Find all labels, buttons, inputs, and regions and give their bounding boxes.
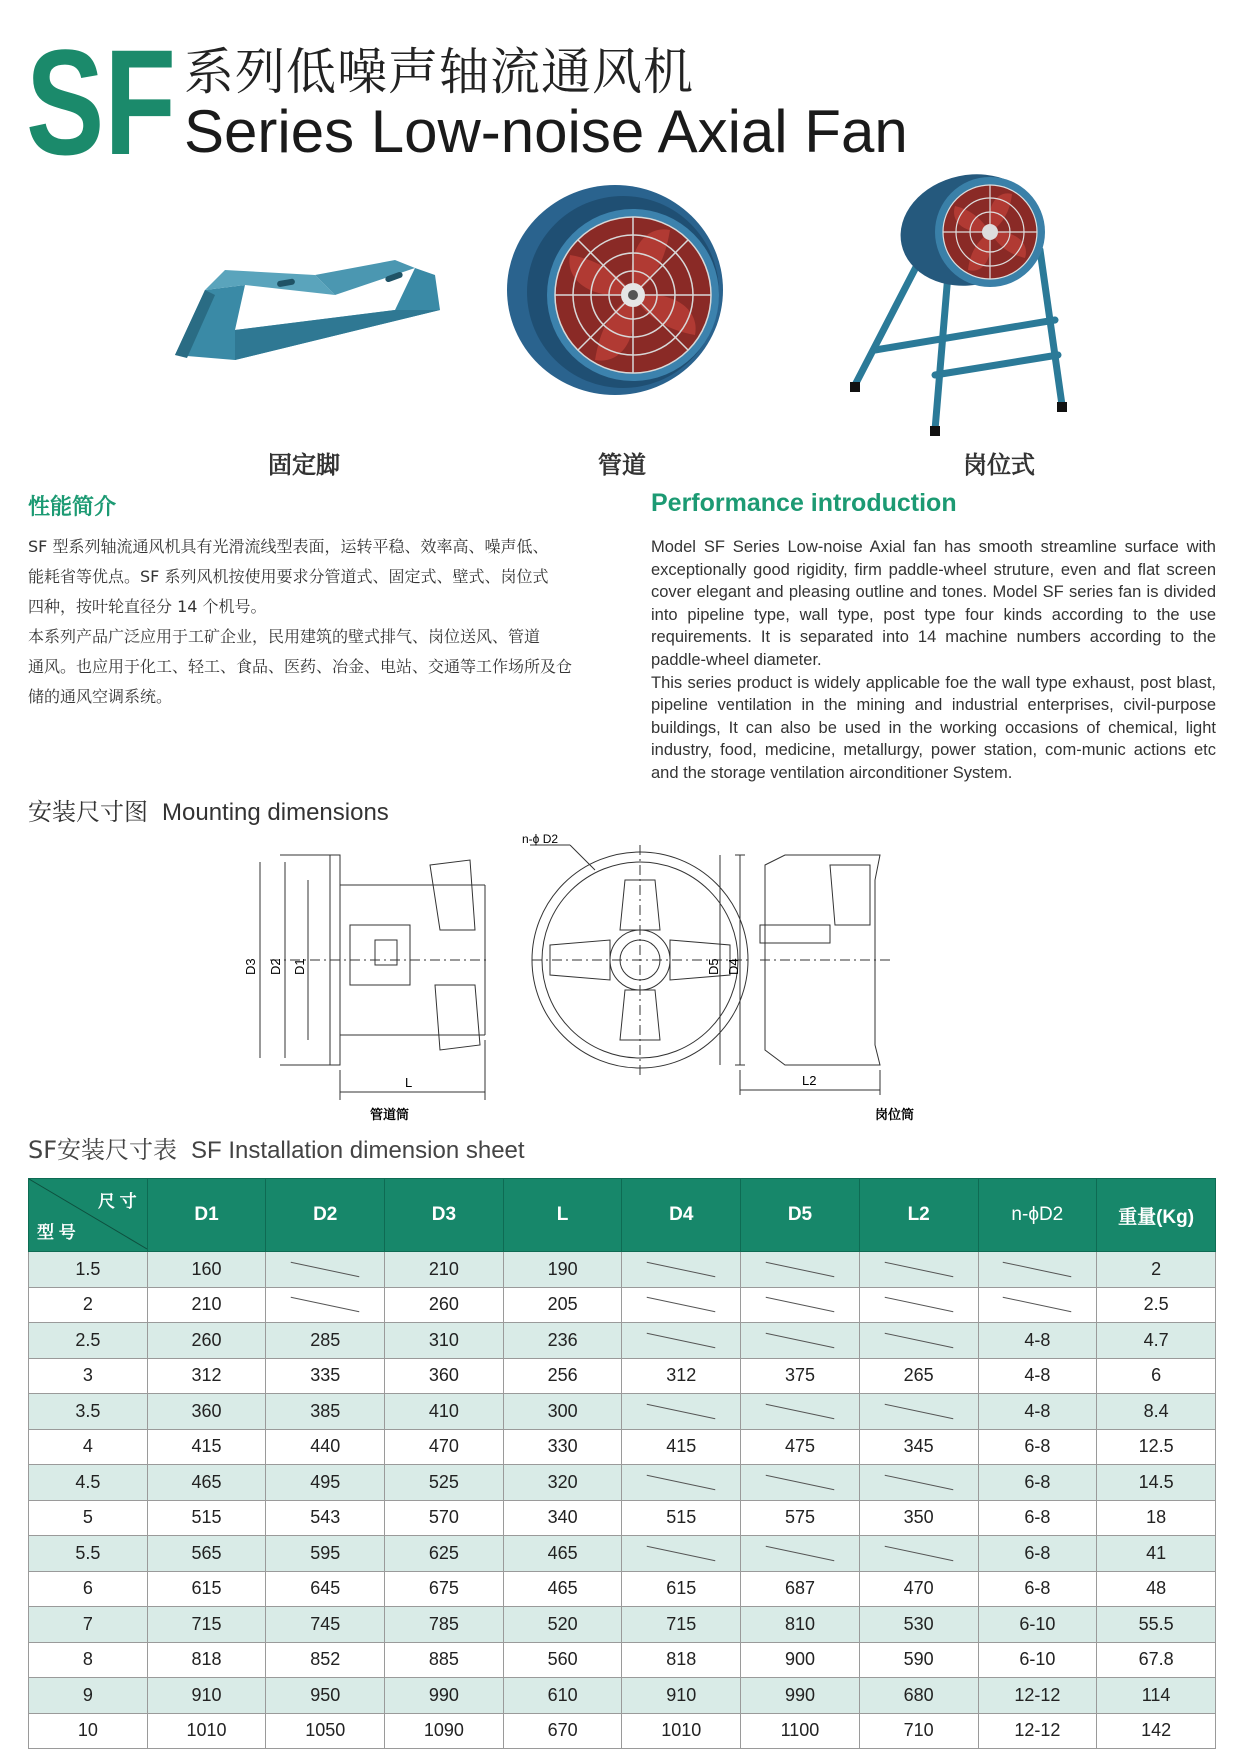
- product-label-fixed-foot: 固定脚: [268, 451, 340, 479]
- empty-cell: [859, 1394, 978, 1430]
- table-cell: 590: [859, 1642, 978, 1678]
- table-cell: 990: [741, 1678, 860, 1714]
- empty-cell: [741, 1536, 860, 1572]
- table-cell: 4.7: [1097, 1323, 1216, 1359]
- empty-cell: [622, 1394, 741, 1430]
- table-cell: 900: [741, 1642, 860, 1678]
- installation-dimension-table: [28, 1178, 1216, 1749]
- caption-duct: 管道筒: [370, 1108, 410, 1123]
- empty-cell: [741, 1287, 860, 1323]
- table-cell: 1100: [741, 1713, 860, 1749]
- table-cell: 470: [859, 1571, 978, 1607]
- page-title-en: Series Low-noise Axial Fan: [184, 98, 908, 165]
- not-applicable-slash: [884, 1474, 953, 1490]
- sheet-title-cn: SF安装尺寸表: [28, 1136, 178, 1164]
- table-cell: 6-8: [978, 1536, 1097, 1572]
- table-row: [29, 1323, 1216, 1359]
- table-cell: 6-10: [978, 1642, 1097, 1678]
- table-cell: 14.5: [1097, 1465, 1216, 1501]
- table-row: [29, 1536, 1216, 1572]
- not-applicable-slash: [647, 1545, 716, 1561]
- table-cell: 18: [1097, 1500, 1216, 1536]
- table-cell: 345: [859, 1429, 978, 1465]
- table-cell: 910: [622, 1678, 741, 1714]
- mounting-title-cn: 安装尺寸图: [28, 798, 148, 826]
- cn-line: 四种，按叶轮直径分 14 个机号。: [28, 597, 267, 616]
- table-cell: 67.8: [1097, 1642, 1216, 1678]
- not-applicable-slash: [291, 1297, 360, 1313]
- mounting-drawing: [240, 832, 1000, 1130]
- table-cell: 12.5: [1097, 1429, 1216, 1465]
- table-cell: 543: [266, 1500, 385, 1536]
- table-cell: 265: [859, 1358, 978, 1394]
- table-cell: 465: [503, 1536, 622, 1572]
- table-cell: 4-8: [978, 1358, 1097, 1394]
- empty-cell: [266, 1252, 385, 1288]
- table-cell: 205: [503, 1287, 622, 1323]
- table-cell: 41: [1097, 1536, 1216, 1572]
- model-cell: 10: [29, 1713, 148, 1749]
- table-cell: 4-8: [978, 1394, 1097, 1430]
- table-cell: 910: [147, 1678, 266, 1714]
- mounting-title-en: Mounting dimensions: [162, 799, 389, 826]
- empty-cell: [978, 1252, 1097, 1288]
- dim-label-d5: D5: [706, 958, 721, 975]
- table-row: [29, 1571, 1216, 1607]
- table-cell: 595: [266, 1536, 385, 1572]
- model-cell: 2: [29, 1287, 148, 1323]
- table-cell: 440: [266, 1429, 385, 1465]
- model-cell: 4: [29, 1429, 148, 1465]
- col-header: D1: [147, 1179, 266, 1252]
- col-header: D4: [622, 1179, 741, 1252]
- table-cell: 6: [1097, 1358, 1216, 1394]
- cn-line: 通风。也应用于化工、轻工、食品、医药、冶金、电站、交通等工作场所及仓: [28, 657, 573, 676]
- table-cell: 210: [385, 1252, 504, 1288]
- logo-text: SF: [26, 18, 176, 186]
- table-cell: 625: [385, 1536, 504, 1572]
- model-cell: 9: [29, 1678, 148, 1714]
- table-cell: 470: [385, 1429, 504, 1465]
- product-label-post: 岗位式: [963, 451, 1035, 479]
- table-cell: 645: [266, 1571, 385, 1607]
- table-cell: 818: [622, 1642, 741, 1678]
- dim-label-l: L: [405, 1075, 413, 1090]
- col-header: D5: [741, 1179, 860, 1252]
- performance-heading-en: Performance introduction: [651, 489, 957, 517]
- table-row: [29, 1252, 1216, 1288]
- corner-header: [29, 1179, 148, 1252]
- table-cell: 818: [147, 1642, 266, 1678]
- dim-label-d3: D3: [243, 958, 258, 975]
- table-cell: 570: [385, 1500, 504, 1536]
- not-applicable-slash: [884, 1332, 953, 1348]
- table-row: [29, 1358, 1216, 1394]
- col-header: 重量(Kg): [1097, 1179, 1216, 1252]
- table-cell: 745: [266, 1607, 385, 1643]
- not-applicable-slash: [1003, 1297, 1072, 1313]
- not-applicable-slash: [884, 1403, 953, 1419]
- table-cell: 360: [385, 1358, 504, 1394]
- model-cell: 2.5: [29, 1323, 148, 1359]
- caption-post: 岗位筒: [875, 1108, 915, 1123]
- not-applicable-slash: [884, 1545, 953, 1561]
- empty-cell: [859, 1323, 978, 1359]
- not-applicable-slash: [647, 1297, 716, 1313]
- dim-label-d1: D1: [292, 958, 307, 975]
- table-cell: 615: [622, 1571, 741, 1607]
- cn-line: 本系列产品广泛应用于工矿企业，民用建筑的壁式排气、岗位送风、管道: [28, 627, 541, 646]
- not-applicable-slash: [884, 1261, 953, 1277]
- cn-line: 储的通风空调系统。: [28, 687, 173, 706]
- table-cell: 312: [622, 1358, 741, 1394]
- table-cell: 680: [859, 1678, 978, 1714]
- table-cell: 320: [503, 1465, 622, 1501]
- fixed-foot-bracket-image: [165, 250, 445, 360]
- table-cell: 210: [147, 1287, 266, 1323]
- table-cell: 350: [859, 1500, 978, 1536]
- performance-text-en: [651, 536, 1216, 785]
- table-cell: 950: [266, 1678, 385, 1714]
- table-cell: 330: [503, 1429, 622, 1465]
- table-cell: 160: [147, 1252, 266, 1288]
- table-cell: 340: [503, 1500, 622, 1536]
- table-row: [29, 1500, 1216, 1536]
- table-cell: 715: [147, 1607, 266, 1643]
- corner-bottom-label: 型 号: [37, 1223, 76, 1242]
- corner-top-label: 尺 寸: [97, 1192, 137, 1211]
- table-cell: 6-10: [978, 1607, 1097, 1643]
- table-cell: 55.5: [1097, 1607, 1216, 1643]
- table-cell: 495: [266, 1465, 385, 1501]
- table-cell: 610: [503, 1678, 622, 1714]
- performance-text-cn: [28, 532, 598, 712]
- empty-cell: [859, 1287, 978, 1323]
- table-row: [29, 1642, 1216, 1678]
- table-cell: 410: [385, 1394, 504, 1430]
- empty-cell: [859, 1465, 978, 1501]
- table-cell: 520: [503, 1607, 622, 1643]
- model-cell: 3.5: [29, 1394, 148, 1430]
- not-applicable-slash: [647, 1332, 716, 1348]
- table-cell: 310: [385, 1323, 504, 1359]
- table-cell: 415: [622, 1429, 741, 1465]
- sheet-title-en: SF Installation dimension sheet: [191, 1137, 525, 1164]
- table-cell: 1010: [147, 1713, 266, 1749]
- table-row: [29, 1429, 1216, 1465]
- not-applicable-slash: [766, 1545, 835, 1561]
- table-cell: 852: [266, 1642, 385, 1678]
- product-label-duct: 管道: [598, 451, 646, 479]
- empty-cell: [622, 1323, 741, 1359]
- not-applicable-slash: [766, 1261, 835, 1277]
- table-cell: 1090: [385, 1713, 504, 1749]
- table-cell: 465: [147, 1465, 266, 1501]
- col-header: D3: [385, 1179, 504, 1252]
- table-cell: 670: [503, 1713, 622, 1749]
- empty-cell: [622, 1252, 741, 1288]
- table-cell: 335: [266, 1358, 385, 1394]
- table-cell: 6-8: [978, 1429, 1097, 1465]
- table-body: [29, 1252, 1216, 1749]
- model-cell: 6: [29, 1571, 148, 1607]
- table-cell: 615: [147, 1571, 266, 1607]
- mounting-title: [28, 792, 389, 827]
- model-cell: 8: [29, 1642, 148, 1678]
- table-cell: 687: [741, 1571, 860, 1607]
- empty-cell: [622, 1536, 741, 1572]
- table-cell: 675: [385, 1571, 504, 1607]
- table-cell: 48: [1097, 1571, 1216, 1607]
- dim-label-hole: n-ϕ D2: [522, 832, 559, 846]
- table-cell: 990: [385, 1678, 504, 1714]
- not-applicable-slash: [766, 1474, 835, 1490]
- cn-line: SF 型系列轴流通风机具有光滑流线型表面，运转平稳、效率高、噪声低、: [28, 537, 549, 556]
- table-row: [29, 1287, 1216, 1323]
- table-cell: 114: [1097, 1678, 1216, 1714]
- table-cell: 8.4: [1097, 1394, 1216, 1430]
- empty-cell: [622, 1465, 741, 1501]
- model-cell: 7: [29, 1607, 148, 1643]
- table-cell: 810: [741, 1607, 860, 1643]
- col-header: L2: [859, 1179, 978, 1252]
- post-type-fan-image: [840, 170, 1080, 440]
- table-cell: 1010: [622, 1713, 741, 1749]
- empty-cell: [859, 1536, 978, 1572]
- table-cell: 6-8: [978, 1465, 1097, 1501]
- en-paragraph-2: This series product is widely applicable foe the wall type exhaust, post blast, pipeline ventilation in the mining and industrial enterprises, civil-purpose buildings, It can also be used in the working occasions of chemical, light industry, food, medicine, metallurgy, power station, com-munic actions etc and the storage ventilation airconditioner System.: [651, 673, 1216, 782]
- table-cell: 4-8: [978, 1323, 1097, 1359]
- table-header-row: [29, 1179, 1216, 1252]
- table-cell: 12-12: [978, 1678, 1097, 1714]
- empty-cell: [741, 1252, 860, 1288]
- table-cell: 256: [503, 1358, 622, 1394]
- table-cell: 385: [266, 1394, 385, 1430]
- table-cell: 190: [503, 1252, 622, 1288]
- table-cell: 415: [147, 1429, 266, 1465]
- table-cell: 515: [622, 1500, 741, 1536]
- table-cell: 710: [859, 1713, 978, 1749]
- table-row: [29, 1713, 1216, 1749]
- table-cell: 260: [147, 1323, 266, 1359]
- table-row: [29, 1465, 1216, 1501]
- not-applicable-slash: [884, 1297, 953, 1313]
- table-cell: 575: [741, 1500, 860, 1536]
- performance-heading-cn: 性能简介: [28, 495, 117, 520]
- cn-line: 能耗省等优点。SF 系列风机按使用要求分管道式、固定式、壁式、岗位式: [28, 567, 549, 586]
- model-cell: 5.5: [29, 1536, 148, 1572]
- duct-fan-image: [505, 180, 745, 400]
- table-cell: 785: [385, 1607, 504, 1643]
- table-cell: 360: [147, 1394, 266, 1430]
- not-applicable-slash: [647, 1474, 716, 1490]
- table-cell: 236: [503, 1323, 622, 1359]
- table-cell: 6-8: [978, 1500, 1097, 1536]
- col-header: L: [503, 1179, 622, 1252]
- table-cell: 715: [622, 1607, 741, 1643]
- empty-cell: [741, 1394, 860, 1430]
- table-cell: 300: [503, 1394, 622, 1430]
- dim-label-d4: D4: [726, 958, 741, 975]
- col-header: n-ϕD2: [978, 1179, 1097, 1252]
- page-title-cn: 系列低噪声轴流通风机: [184, 43, 694, 101]
- table-cell: 515: [147, 1500, 266, 1536]
- col-header: D2: [266, 1179, 385, 1252]
- en-paragraph-1: Model SF Series Low-noise Axial fan has smooth streamline surface with exceptionally good rigidity, firm paddle-wheel struture, even and flat screen cover elegant and pleasing outline and tones. Model SF series fan is divided into pipeline type, wall type, post type four kinds according to the use requirements. It is separated into 14 machine numbers according to the paddle-wheel diameter.: [651, 538, 1216, 669]
- dim-label-l2: L2: [802, 1073, 817, 1088]
- empty-cell: [741, 1323, 860, 1359]
- table-cell: 565: [147, 1536, 266, 1572]
- table-cell: 6-8: [978, 1571, 1097, 1607]
- table-cell: 530: [859, 1607, 978, 1643]
- table-cell: 260: [385, 1287, 504, 1323]
- not-applicable-slash: [1003, 1261, 1072, 1277]
- table-cell: 312: [147, 1358, 266, 1394]
- empty-cell: [741, 1465, 860, 1501]
- table-cell: 12-12: [978, 1713, 1097, 1749]
- model-cell: 4.5: [29, 1465, 148, 1501]
- not-applicable-slash: [766, 1403, 835, 1419]
- table-cell: 465: [503, 1571, 622, 1607]
- table-cell: 1050: [266, 1713, 385, 1749]
- table-cell: 560: [503, 1642, 622, 1678]
- not-applicable-slash: [766, 1332, 835, 1348]
- not-applicable-slash: [766, 1297, 835, 1313]
- empty-cell: [859, 1252, 978, 1288]
- table-cell: 285: [266, 1323, 385, 1359]
- table-cell: 475: [741, 1429, 860, 1465]
- table-cell: 885: [385, 1642, 504, 1678]
- table-cell: 525: [385, 1465, 504, 1501]
- table-cell: 142: [1097, 1713, 1216, 1749]
- not-applicable-slash: [291, 1261, 360, 1277]
- table-row: [29, 1607, 1216, 1643]
- sf-logo: [26, 18, 176, 186]
- not-applicable-slash: [647, 1261, 716, 1277]
- empty-cell: [978, 1287, 1097, 1323]
- sheet-title: [28, 1130, 525, 1165]
- table-cell: 2: [1097, 1252, 1216, 1288]
- table-row: [29, 1394, 1216, 1430]
- table-cell: 375: [741, 1358, 860, 1394]
- model-cell: 1.5: [29, 1252, 148, 1288]
- model-cell: 5: [29, 1500, 148, 1536]
- empty-cell: [622, 1287, 741, 1323]
- not-applicable-slash: [647, 1403, 716, 1419]
- empty-cell: [266, 1287, 385, 1323]
- model-cell: 3: [29, 1358, 148, 1394]
- table-row: [29, 1678, 1216, 1714]
- table-cell: 2.5: [1097, 1287, 1216, 1323]
- dim-label-d2: D2: [268, 958, 283, 975]
